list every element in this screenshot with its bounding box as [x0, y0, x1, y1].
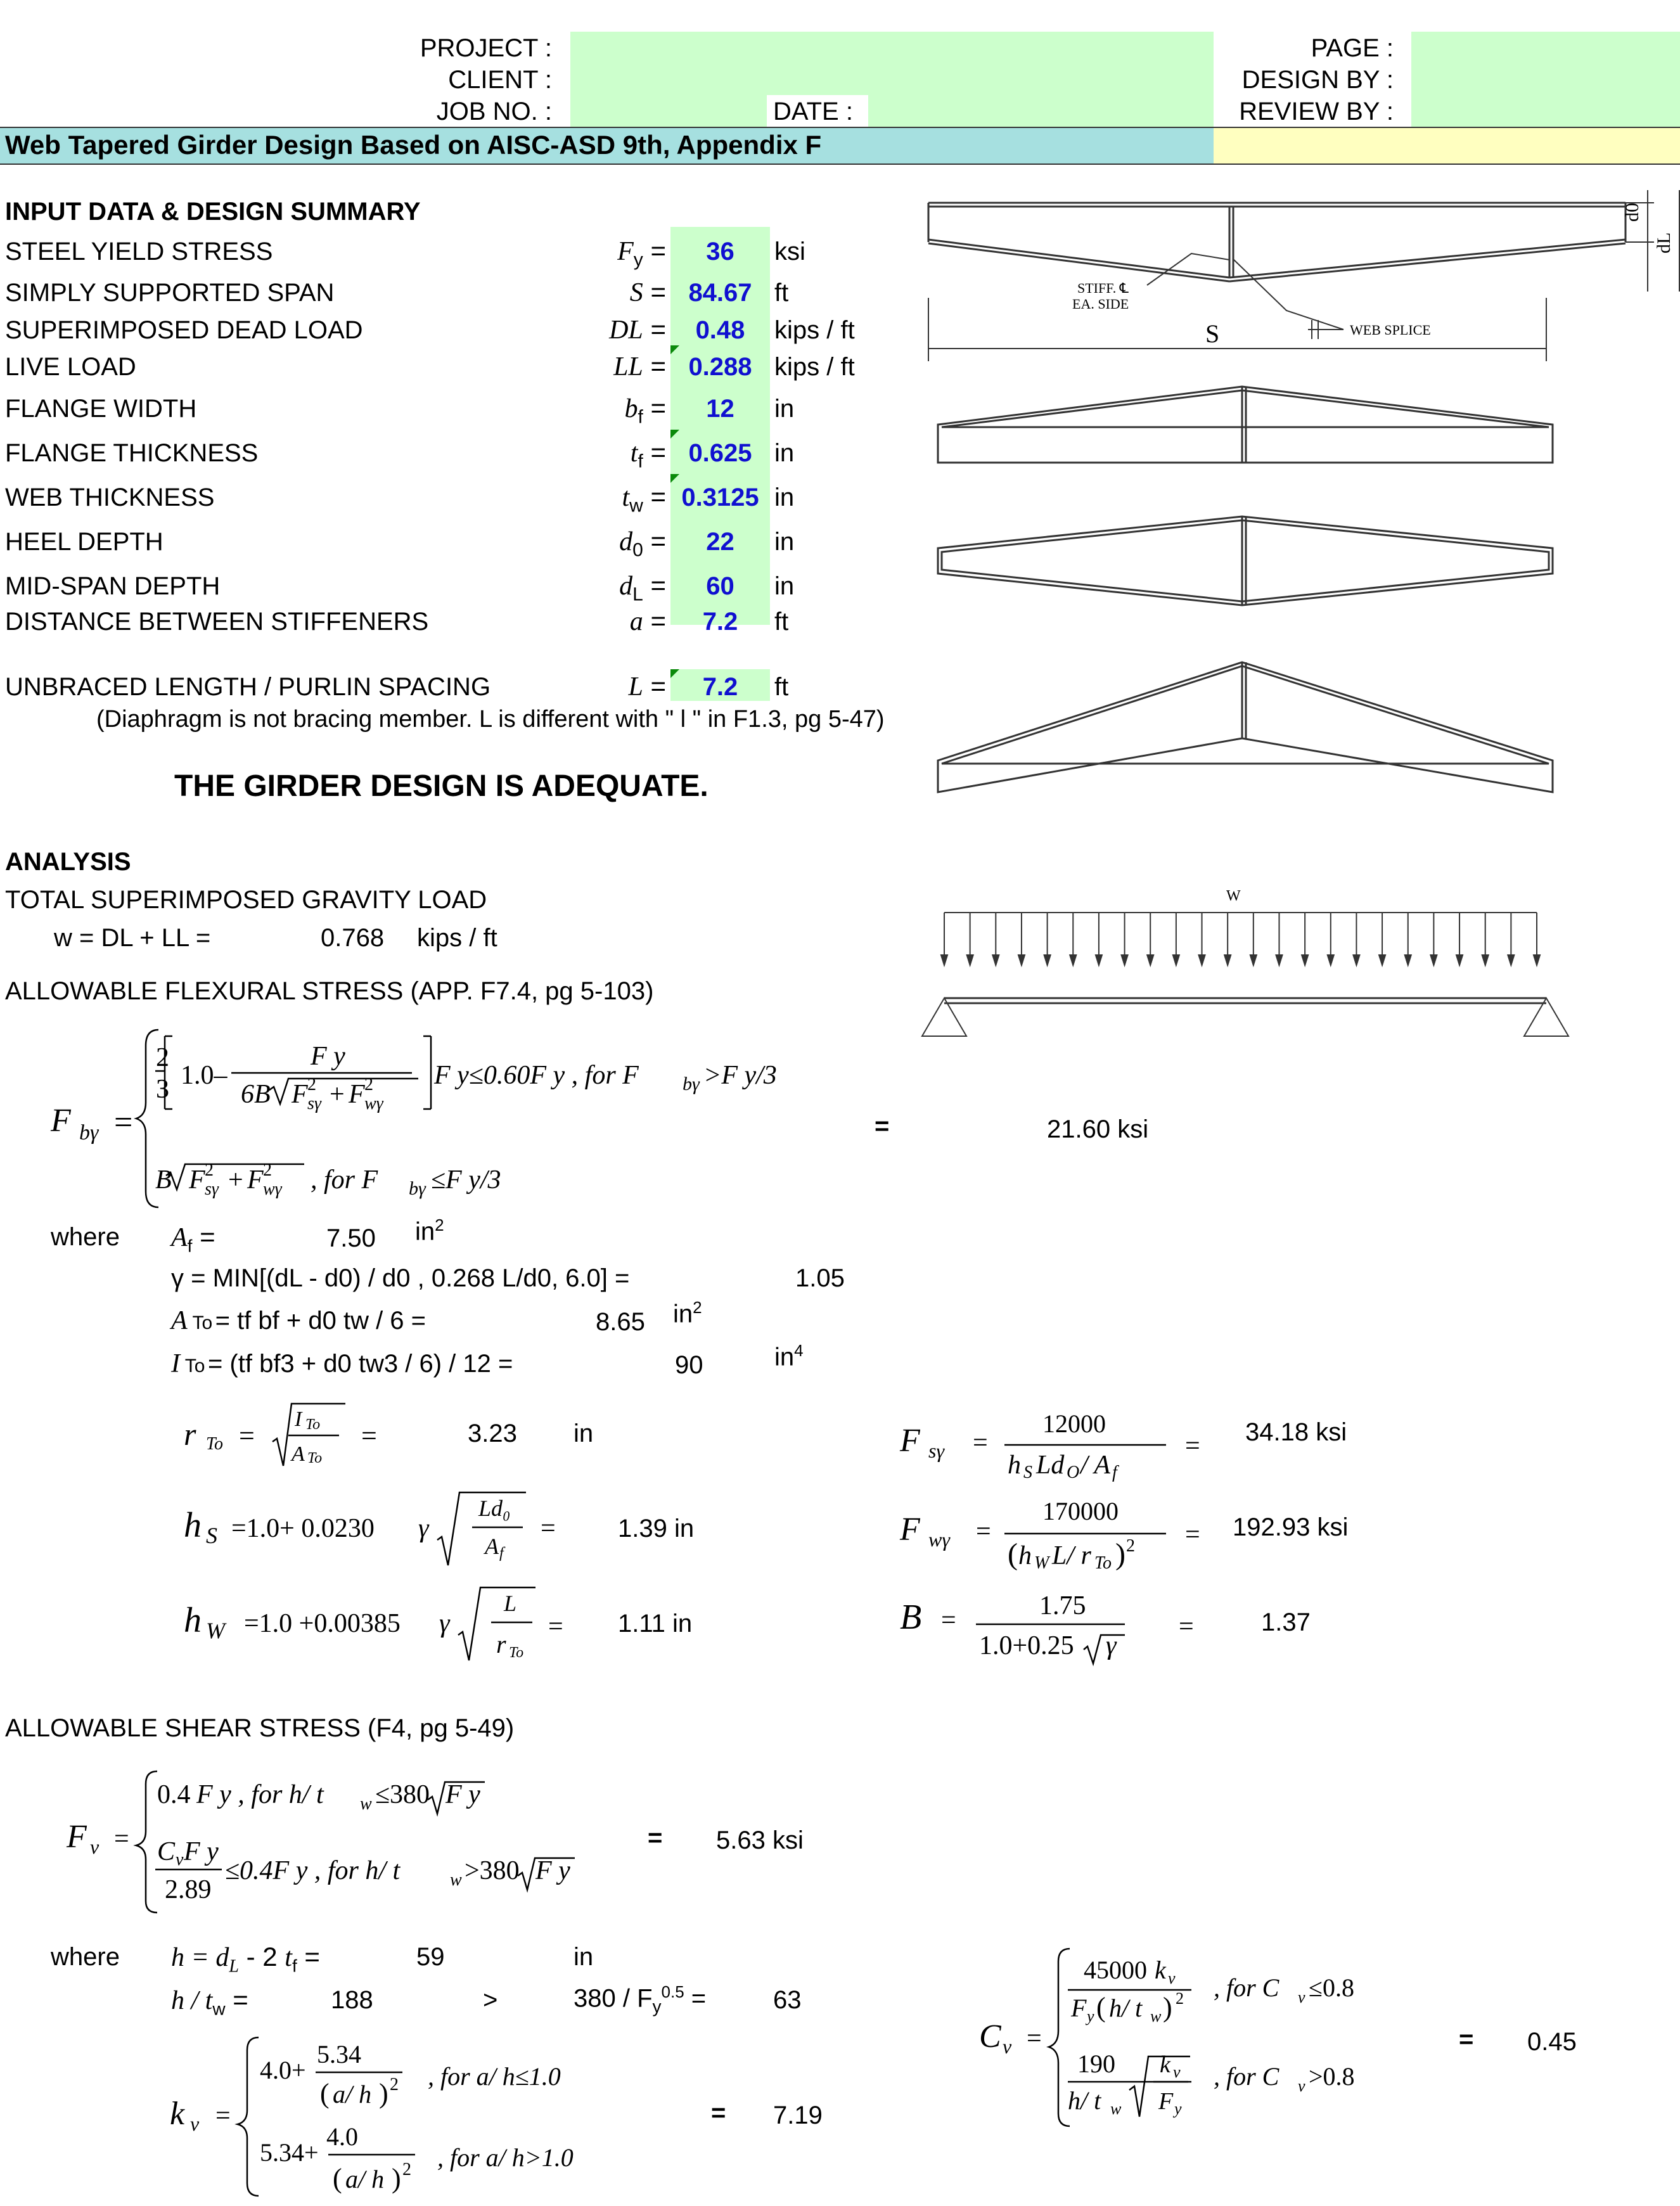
- htw-symbol: h / $t_w$ =: [171, 1985, 248, 2019]
- input-span[interactable]: 84.67: [688, 279, 752, 307]
- rto-formula: [181, 1397, 409, 1473]
- svg-text:y: y: [1174, 2100, 1182, 2118]
- svg-text:=: =: [941, 1606, 956, 1635]
- project-label: PROJECT :: [420, 34, 552, 62]
- svg-text:2.89: 2.89: [165, 1875, 212, 1904]
- svg-text:=1.0+ 0.0230: =1.0+ 0.0230: [231, 1514, 375, 1543]
- input-label-fy: STEEL YIELD STRESS: [5, 238, 273, 266]
- load-arrow-head: [967, 955, 973, 965]
- unit-tf: in: [774, 439, 795, 467]
- svg-text:a/ h: a/ h: [345, 2165, 385, 2193]
- hs-value: 1.39 in: [618, 1515, 695, 1542]
- symbol-bf: $b_f$ =: [624, 393, 666, 428]
- svg-text:F: F: [247, 1165, 264, 1195]
- svg-text:γ: γ: [439, 1609, 450, 1638]
- input-fy[interactable]: 36: [706, 238, 734, 266]
- svg-text:F y: F y: [446, 1780, 480, 1809]
- svg-text:=: =: [215, 2101, 231, 2131]
- unit-span: ft: [774, 279, 789, 307]
- svg-text:≤0.4F y , for h/ t: ≤0.4F y , for h/ t: [225, 1856, 401, 1885]
- input-label-unbraced: UNBRACED LENGTH / PURLIN SPACING: [5, 673, 491, 701]
- svg-text:2: 2: [1126, 1536, 1135, 1556]
- title-band-right: [1214, 127, 1680, 165]
- svg-text:sγ: sγ: [928, 1439, 945, 1462]
- fby-formula: [44, 1020, 868, 1217]
- load-arrow-head: [1328, 955, 1334, 965]
- svg-text:O: O: [1067, 1463, 1080, 1482]
- svg-text:, for a/ h≤1.0: , for a/ h≤1.0: [428, 2062, 561, 2091]
- fv-formula: [63, 1768, 608, 1914]
- rto-unit: in: [574, 1420, 594, 1447]
- stiffener-label-2: EA. SIDE: [1072, 296, 1129, 312]
- svg-text:+: +: [330, 1080, 345, 1109]
- svg-text:F y: F y: [535, 1856, 570, 1885]
- svg-text:v: v: [1298, 2077, 1305, 2095]
- svg-text:F: F: [1071, 1994, 1087, 2022]
- load-arrow-head: [1173, 955, 1179, 965]
- load-arrow-head: [1508, 955, 1514, 965]
- unit-d0: in: [774, 528, 795, 556]
- gamma-expression: γ = MIN[(dL - d0) / d0 , 0.268 L/d0, 6.0] =: [171, 1264, 630, 1292]
- fby-equals: =: [875, 1112, 890, 1140]
- design-verdict: THE GIRDER DESIGN IS ADEQUATE.: [174, 769, 709, 803]
- svg-text:F: F: [900, 1423, 920, 1459]
- svg-text:w: w: [1150, 2007, 1162, 2025]
- input-heel-depth[interactable]: 22: [706, 528, 734, 556]
- jobno-label: JOB NO. :: [436, 98, 552, 125]
- hs-formula: [181, 1483, 574, 1572]
- svg-text:): ): [379, 2078, 388, 2109]
- symbol-s: S =: [629, 277, 666, 307]
- input-label-ll: LIVE LOAD: [5, 353, 136, 381]
- input-label-dL: MID-SPAN DEPTH: [5, 572, 221, 600]
- load-arrow-head: [1096, 955, 1102, 965]
- input-label-tf: FLANGE THICKNESS: [5, 439, 259, 467]
- svg-text:5.34+: 5.34+: [260, 2138, 319, 2167]
- input-midspan-depth[interactable]: 60: [706, 572, 734, 600]
- htw-value: 188: [331, 1986, 373, 2014]
- comment-marker: [670, 474, 679, 483]
- load-value: 0.768: [321, 924, 385, 952]
- girder-elevation-diagram: [913, 184, 1674, 374]
- svg-text:f: f: [1112, 1463, 1117, 1482]
- gamma-value: 1.05: [795, 1264, 845, 1292]
- svg-text:=: =: [114, 1105, 133, 1141]
- unit-tw: in: [774, 484, 795, 511]
- input-unbraced-length[interactable]: 7.2: [702, 673, 738, 701]
- svg-text:1.0+0.25: 1.0+0.25: [979, 1631, 1074, 1660]
- svg-text:=: =: [548, 1612, 563, 1641]
- af-unit: $in^2$: [415, 1215, 444, 1246]
- hw-value: 1.11 in: [618, 1610, 693, 1638]
- load-unit: kips / ft: [417, 924, 497, 952]
- svg-text:+: +: [228, 1165, 243, 1195]
- svg-text:=: =: [114, 1824, 129, 1854]
- svg-text:y: y: [1087, 2007, 1094, 2025]
- svg-text:bγ: bγ: [79, 1121, 99, 1145]
- load-arrow-head: [941, 955, 947, 965]
- client-label: CLIENT :: [448, 66, 552, 94]
- svg-text:≤F y/3: ≤F y/3: [431, 1165, 501, 1195]
- svg-text:=: =: [1179, 1612, 1194, 1641]
- ito-unit: $in^4$: [774, 1341, 804, 1371]
- unit-ll: kips / ft: [774, 353, 855, 381]
- svg-text:=: =: [976, 1517, 991, 1546]
- svg-text:F: F: [51, 1103, 71, 1139]
- svg-text:S: S: [1023, 1463, 1032, 1482]
- input-label-tw: WEB THICKNESS: [5, 484, 215, 511]
- svg-text:To: To: [206, 1434, 224, 1454]
- svg-text:≤380: ≤380: [375, 1780, 430, 1809]
- input-live-load[interactable]: 0.288: [688, 353, 752, 381]
- svg-text:=: =: [541, 1514, 556, 1543]
- svg-text:2: 2: [156, 1043, 169, 1072]
- reviewby-label: REVIEW BY :: [1239, 98, 1394, 125]
- svg-text:a/ h: a/ h: [333, 2080, 372, 2108]
- svg-text:6B: 6B: [241, 1080, 271, 1109]
- designby-label: DESIGN BY :: [1241, 66, 1394, 94]
- svg-text:(: (: [333, 2163, 342, 2194]
- comment-marker: [670, 345, 679, 354]
- svg-text:w: w: [1110, 2100, 1122, 2118]
- svg-text:w: w: [450, 1870, 462, 1890]
- svg-text:2: 2: [307, 1075, 316, 1094]
- load-arrow-head: [1430, 955, 1437, 965]
- svg-text:4.0+: 4.0+: [260, 2056, 306, 2084]
- svg-text:sγ: sγ: [307, 1094, 321, 1113]
- svg-text:>0.8: >0.8: [1309, 2062, 1355, 2091]
- unit-dl: kips / ft: [774, 316, 855, 344]
- svg-text:wγ: wγ: [364, 1094, 383, 1113]
- svg-text:>380: >380: [465, 1856, 520, 1885]
- page-field[interactable]: [1411, 32, 1680, 127]
- unbraced-note: (Diaphragm is not bracing member. L is different with " l " in F1.3, pg 5-47): [96, 706, 885, 733]
- symbol-dl: DL =: [609, 314, 666, 345]
- svg-text:=: =: [1185, 1520, 1200, 1549]
- svg-text:γ: γ: [418, 1514, 429, 1543]
- rto-value: 3.23: [468, 1420, 517, 1447]
- htw-limit-value: 63: [773, 1986, 802, 2014]
- svg-text:v: v: [190, 2112, 200, 2135]
- svg-text:A: A: [485, 1534, 499, 1559]
- svg-text:2: 2: [205, 1160, 214, 1180]
- svg-text:γ: γ: [1106, 1631, 1117, 1660]
- af-value: 7.50: [326, 1224, 376, 1252]
- svg-text:45000: 45000: [1084, 1956, 1147, 1984]
- svg-text:=: =: [361, 1420, 377, 1451]
- svg-text:2: 2: [1176, 1989, 1184, 2008]
- unit-a: ft: [774, 608, 789, 636]
- load-arrow-head: [1276, 955, 1282, 965]
- svg-text:wγ: wγ: [263, 1179, 282, 1199]
- svg-text:wγ: wγ: [928, 1528, 950, 1551]
- load-arrow-head: [1353, 955, 1359, 965]
- svg-text:F y: F y: [311, 1042, 345, 1071]
- unit-fy: ksi: [774, 238, 805, 266]
- load-arrow-head: [1044, 955, 1051, 965]
- svg-text:/ A: / A: [1080, 1451, 1111, 1480]
- load-arrow-head: [1379, 955, 1385, 965]
- girder-shape-3: [935, 659, 1556, 798]
- svg-text:W: W: [1034, 1553, 1049, 1573]
- svg-text:3: 3: [156, 1075, 169, 1104]
- load-arrow-head: [1070, 955, 1076, 965]
- h-value: 59: [416, 1943, 445, 1971]
- svg-text:v: v: [1298, 1988, 1305, 2006]
- htw-limit-expression: $380 / F_y^{0.5}$ =: [574, 1982, 707, 2017]
- svg-text:F y , for h/ t: F y , for h/ t: [196, 1780, 324, 1809]
- page-title: Web Tapered Girder Design Based on AISC-ASD 9th, Appendix F: [5, 130, 822, 160]
- svg-text:v: v: [176, 1850, 184, 1869]
- svg-text:B: B: [155, 1165, 172, 1195]
- load-arrow-head: [1302, 955, 1308, 965]
- svg-text:B: B: [900, 1598, 922, 1637]
- symbol-tw: $t_w$ =: [622, 482, 666, 516]
- page-label: PAGE :: [1311, 34, 1394, 62]
- svg-text:): ): [1115, 1537, 1125, 1571]
- input-dead-load[interactable]: 0.48: [695, 316, 745, 344]
- load-arrow-head: [992, 955, 999, 965]
- ato-unit: $in^2$: [673, 1298, 702, 1328]
- hw-formula: [181, 1578, 586, 1667]
- svg-text:C: C: [979, 2018, 1001, 2055]
- load-arrow-head: [1456, 955, 1463, 965]
- h-symbol: $h = d_L - 2$ $t_f$ =: [171, 1942, 320, 1977]
- load-arrow-head: [1250, 955, 1257, 965]
- load-expression: w = DL + LL =: [54, 924, 211, 952]
- web-splice-label: WEB SPLICE: [1350, 322, 1431, 338]
- ato-expression: = tf bf + d0 tw / 6 =: [215, 1307, 426, 1335]
- load-arrow-head: [1534, 955, 1540, 965]
- svg-text:(: (: [320, 2078, 330, 2109]
- svg-text:k: k: [1160, 2051, 1170, 2078]
- svg-text:h: h: [1008, 1451, 1021, 1480]
- svg-text:S: S: [206, 1523, 217, 1548]
- symbol-dL: $d_L$ =: [619, 570, 666, 605]
- svg-text:F y≤0.60F y , for F: F y≤0.60F y , for F: [434, 1061, 639, 1090]
- svg-text:r: r: [496, 1630, 506, 1658]
- cv-formula: [976, 1946, 1445, 2129]
- svg-text:): ): [392, 2163, 401, 2194]
- d0-label: d0: [1622, 203, 1643, 222]
- svg-text:F: F: [292, 1080, 308, 1109]
- symbol-l: L =: [628, 671, 666, 702]
- load-arrow-head: [1147, 955, 1153, 965]
- ato-row: A To = tf bf + d0 tw / 6 =: [171, 1306, 426, 1335]
- load-w-label: W: [1226, 888, 1241, 904]
- input-flange-width[interactable]: 12: [706, 395, 734, 423]
- unit-dL: in: [774, 572, 795, 600]
- svg-text:190: 190: [1077, 2049, 1115, 2078]
- load-title: TOTAL SUPERIMPOSED GRAVITY LOAD: [5, 886, 487, 914]
- svg-text:C: C: [157, 1837, 176, 1866]
- svg-text:A: A: [292, 1442, 305, 1466]
- where-label-2: where: [51, 1943, 120, 1971]
- input-heading: INPUT DATA & DESIGN SUMMARY: [5, 198, 421, 226]
- svg-text:2: 2: [364, 1075, 373, 1094]
- svg-text:, for C: , for C: [1214, 2062, 1279, 2091]
- input-stiffener-distance[interactable]: 7.2: [702, 608, 738, 636]
- fv-equals: =: [648, 1824, 663, 1852]
- dl-label: dL: [1653, 232, 1674, 253]
- fby-result: 21.60 ksi: [1047, 1115, 1149, 1143]
- fv-result: 5.63 ksi: [716, 1826, 804, 1854]
- fwy-value: 192.93 ksi: [1233, 1513, 1349, 1541]
- svg-text:W: W: [206, 1618, 225, 1643]
- input-label-bf: FLANGE WIDTH: [5, 395, 197, 423]
- svg-text:=: =: [239, 1420, 255, 1451]
- ito-expression: = (tf bf3 + d0 tw3 / 6) / 12 =: [207, 1350, 513, 1378]
- svg-text:k: k: [170, 2096, 185, 2132]
- svg-text:F: F: [67, 1819, 87, 1855]
- svg-text:(: (: [1008, 1537, 1018, 1571]
- svg-text:2: 2: [402, 2160, 411, 2179]
- svg-text:Ld₀: Ld₀: [478, 1496, 511, 1521]
- svg-text:F: F: [189, 1165, 205, 1195]
- svg-text:=1.0 +0.00385: =1.0 +0.00385: [244, 1609, 401, 1638]
- symbol-a: a =: [629, 606, 666, 636]
- ito-value: 90: [675, 1351, 703, 1379]
- svg-text:v: v: [90, 1835, 99, 1858]
- svg-text:L: L: [504, 1591, 517, 1616]
- svg-text:4.0: 4.0: [326, 2122, 358, 2151]
- fwy-formula: [897, 1489, 1226, 1578]
- svg-text:F: F: [1158, 2088, 1174, 2115]
- svg-text:v: v: [1173, 2063, 1181, 2081]
- shear-title: ALLOWABLE SHEAR STRESS (F4, pg 5-49): [5, 1714, 515, 1742]
- svg-text:, for F: , for F: [311, 1165, 378, 1195]
- input-label-a: DISTANCE BETWEEN STIFFENERS: [5, 608, 429, 636]
- svg-text:Ld: Ld: [1036, 1451, 1065, 1480]
- svg-text:w: w: [360, 1794, 372, 1814]
- flexural-title: ALLOWABLE FLEXURAL STRESS (APP. F7.4, pg 5-103): [5, 977, 654, 1005]
- date-field[interactable]: [868, 95, 1214, 127]
- svg-text:h: h: [184, 1601, 202, 1640]
- load-arrow-head: [1199, 955, 1205, 965]
- cv-value: 0.45: [1527, 2028, 1577, 2056]
- b-value: 1.37: [1261, 1608, 1311, 1636]
- unit-bf: in: [774, 395, 795, 423]
- ato-value: 8.65: [596, 1308, 645, 1336]
- svg-text:h/ t: h/ t: [1109, 1994, 1143, 2022]
- date-label: DATE :: [773, 98, 853, 125]
- svg-text:To: To: [509, 1645, 524, 1661]
- svg-text:f: f: [499, 1545, 504, 1562]
- comment-marker: [670, 430, 679, 439]
- fsy-formula: [897, 1401, 1226, 1483]
- svg-text:L/ r: L/ r: [1052, 1541, 1091, 1570]
- svg-text:170000: 170000: [1042, 1497, 1119, 1525]
- svg-text:≤0.8: ≤0.8: [1309, 1973, 1354, 2002]
- h-unit: in: [574, 1943, 594, 1971]
- symbol-ll: LL =: [613, 351, 666, 382]
- where-label: where: [51, 1223, 120, 1251]
- load-arrow-head: [1405, 955, 1411, 965]
- input-web-thickness[interactable]: 0.3125: [681, 484, 759, 511]
- svg-text:F: F: [349, 1080, 365, 1109]
- fsy-value: 34.18 ksi: [1245, 1418, 1347, 1446]
- svg-text:bγ: bγ: [683, 1074, 700, 1094]
- b-formula: [897, 1581, 1226, 1670]
- svg-text:v: v: [1003, 2035, 1012, 2058]
- svg-text:h: h: [1018, 1541, 1032, 1570]
- svg-text:1.75: 1.75: [1039, 1591, 1086, 1620]
- svg-text:h/ t: h/ t: [1068, 2086, 1101, 2115]
- svg-text:sγ: sγ: [205, 1179, 219, 1199]
- svg-text:2: 2: [263, 1160, 272, 1180]
- input-label-dl: SUPERIMPOSED DEAD LOAD: [5, 316, 363, 344]
- load-arrow-head: [1482, 955, 1489, 965]
- svg-text:1.0–: 1.0–: [181, 1061, 228, 1090]
- kv-equals: =: [711, 2099, 726, 2127]
- analysis-heading: ANALYSIS: [5, 848, 131, 876]
- svg-text:, for C: , for C: [1214, 1973, 1279, 2002]
- kv-value: 7.19: [773, 2101, 823, 2129]
- svg-text:r: r: [184, 1416, 196, 1452]
- svg-text:=: =: [1185, 1432, 1200, 1461]
- input-label-d0: HEEL DEPTH: [5, 528, 164, 556]
- load-arrow-head: [1224, 955, 1231, 965]
- svg-text:h: h: [184, 1506, 202, 1545]
- svg-text:2: 2: [390, 2075, 399, 2094]
- girder-shape-2: [935, 513, 1556, 608]
- ito-row: I To = (tf bf3 + d0 tw3 / 6) / 12 =: [171, 1349, 513, 1378]
- load-arrow-head: [1122, 955, 1128, 965]
- svg-text:F y: F y: [184, 1837, 219, 1866]
- input-label-span: SIMPLY SUPPORTED SPAN: [5, 279, 335, 307]
- svg-text:=: =: [973, 1428, 988, 1458]
- svg-text:5.34: 5.34: [317, 2040, 361, 2068]
- span-label: S: [1205, 319, 1220, 348]
- svg-text:To: To: [305, 1416, 321, 1433]
- svg-text:=: =: [1027, 2024, 1042, 2053]
- symbol-fy: $F_y$ =: [617, 236, 666, 271]
- svg-text:0.4: 0.4: [157, 1780, 191, 1809]
- svg-text:12000: 12000: [1042, 1409, 1106, 1438]
- stiffener-label: STIFF. ℄: [1077, 280, 1129, 296]
- svg-text:bγ: bγ: [409, 1178, 426, 1199]
- svg-text:I: I: [295, 1408, 302, 1431]
- svg-text:): ): [1163, 1992, 1172, 2023]
- svg-text:k: k: [1155, 1956, 1166, 1984]
- girder-shape-1: [935, 380, 1556, 469]
- unit-unbraced: ft: [774, 673, 789, 701]
- svg-text:To: To: [307, 1450, 323, 1466]
- symbol-tf: $t_f$ =: [630, 437, 666, 472]
- svg-text:>F y/3: >F y/3: [703, 1061, 777, 1090]
- svg-text:v: v: [1168, 1969, 1176, 1987]
- input-flange-thickness[interactable]: 0.625: [688, 439, 752, 467]
- af-symbol: $A_f$ =: [171, 1222, 215, 1256]
- load-diagram: [913, 884, 1622, 1049]
- svg-text:(: (: [1096, 1992, 1106, 2023]
- kv-formula: [165, 2034, 659, 2199]
- svg-text:To: To: [1094, 1553, 1112, 1573]
- load-arrow-head: [1018, 955, 1025, 965]
- svg-text:F: F: [900, 1511, 920, 1548]
- htw-compare: >: [483, 1986, 498, 2014]
- symbol-d0: $d_0$ =: [619, 526, 666, 561]
- cv-equals: =: [1459, 2025, 1474, 2053]
- svg-text:, for a/ h>1.0: , for a/ h>1.0: [437, 2143, 574, 2172]
